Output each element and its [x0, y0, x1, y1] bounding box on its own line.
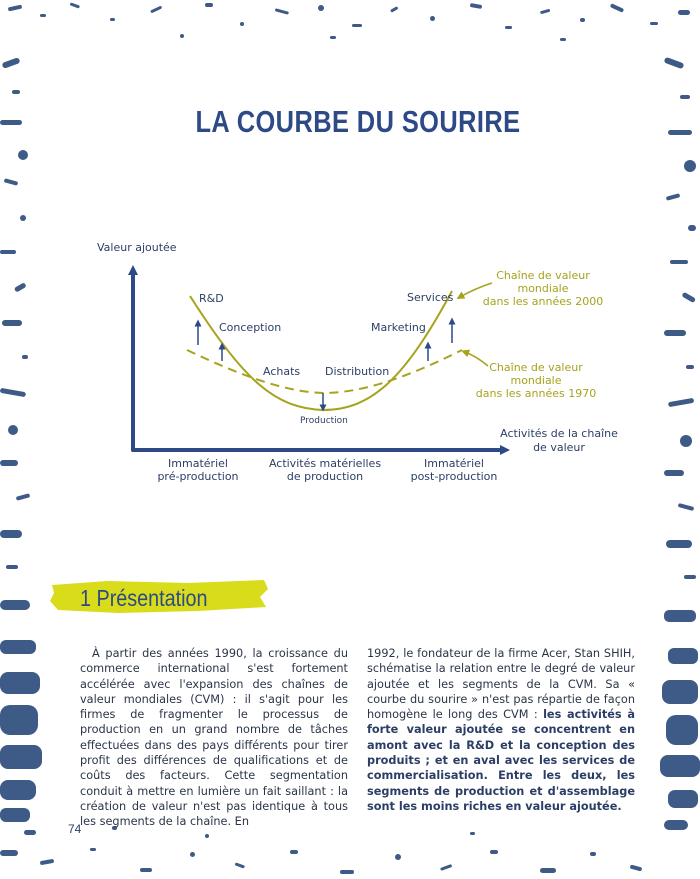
section-title: Présentation [96, 585, 208, 611]
x-axis-label-line2: de valeur [533, 441, 585, 454]
label-production: Production [300, 416, 348, 426]
legend-1970-line3: dans les années 1970 [475, 387, 597, 400]
label-distribution: Distribution [325, 365, 390, 378]
label-achats: Achats [263, 365, 301, 378]
legend-2000-line2: mondiale [517, 282, 569, 295]
category-right-line2: post-production [410, 470, 498, 483]
body-column-right [367, 646, 635, 814]
x-axis-label-line1: Activités de la chaîne [500, 427, 618, 440]
legend-1970-line2: mondiale [510, 374, 562, 387]
category-mid-line2: de production [286, 470, 364, 483]
legend-2000-line3: dans les années 2000 [482, 295, 604, 308]
section-heading [80, 585, 208, 612]
page-number: 74 [68, 822, 82, 836]
label-marketing: Marketing [371, 321, 426, 334]
legend-1970-line1: Chaîne de valeur [489, 361, 583, 374]
category-left-line2: pré-production [157, 470, 239, 483]
y-axis-label: Valeur ajoutée [97, 241, 177, 254]
body-right-plain: 1992, le fondateur de la firme Acer, Stan SHIH, schématise la relation entre le degré de valeur ajoutée et les segments de la CVM. Sa « courbe du sourire » n'est pas répartie de façon homogène le long des CVM : [367, 647, 635, 722]
label-services: Services [407, 291, 454, 304]
label-rd: R&D [199, 292, 224, 305]
category-mid-line1: Activités matérielles [268, 457, 382, 470]
category-right-line1: Immatériel [424, 457, 484, 470]
label-conception: Conception [219, 321, 282, 334]
section-number: 1 [80, 585, 92, 611]
body-right-bold: les activités à forte valeur ajoutée se concentrent en amont avec la R&D et la conception des produits ; et en aval avec les services de commercialisation. Entre les deux, les segments de production et d'assemblage sont les moins riches en valeur ajoutée. [367, 708, 635, 813]
legend-2000-line1: Chaîne de valeur [496, 269, 590, 282]
body-column-left: À partir des années 1990, la croissance du commerce international s'est fortement accélérée avec l'expansion des chaînes de valeur mondiales (CVM) : il s'agit pour les firmes de fragmenter le processus de production en un grand nombre de tâches effectuées dans des pays différents pour tirer profit des différences de qualifications et de coûts des facteurs. Cette segmentation conduit à mettre en lumière un fait saillant : la création de valeur n'est pas identique à tous les segments de la chaîne. En [80, 647, 348, 829]
page-title: LA COURBE DU SOURIRE [195, 104, 521, 139]
pointer-arrow-1970 [465, 352, 488, 366]
category-left-line1: Immatériel [168, 457, 228, 470]
